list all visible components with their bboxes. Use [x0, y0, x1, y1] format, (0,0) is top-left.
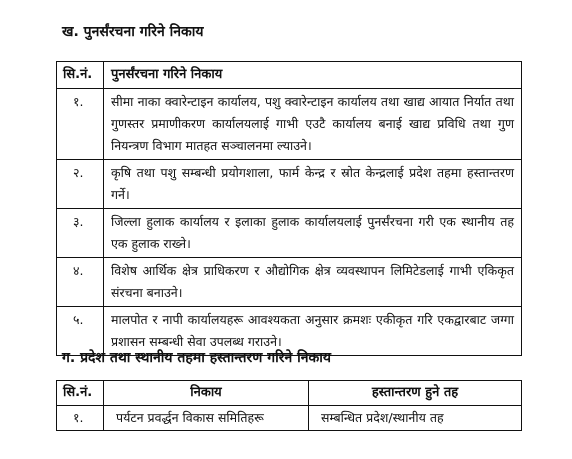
- table-row: [57, 89, 522, 160]
- table-row: [57, 258, 522, 307]
- serial-number-cell: १.: [57, 89, 104, 160]
- transfer-table: [56, 380, 522, 431]
- serial-number-cell: ५.: [57, 307, 104, 356]
- body-header: पुनर्संरचना गरिने निकाय: [104, 62, 522, 89]
- body-name-cell: पर्यटन प्रवर्द्धन विकास समितिहरू: [104, 406, 309, 431]
- table-header-row: [57, 62, 522, 89]
- description-cell: सीमा नाका क्वारेन्टाइन कार्यालय, पशु क्वारेन्टाइन कार्यालय तथा खाद्य आयात निर्यात तथा गुणस्तर प्रमाणीकरण कार्यालयलाई गाभी एउटै कार्यालय बनाई खाद्य प्रविधि तथा गुण नियन्त्रण विभाग मातहत सञ्चालनमा ल्याउने।: [104, 89, 522, 160]
- serial-number-cell: ४.: [57, 258, 104, 307]
- restructuring-table: [56, 61, 522, 356]
- transfer-level-header: हस्तान्तरण हुने तह: [309, 381, 522, 406]
- description-cell: मालपोत र नापी कार्यालयहरू आवश्यकता अनुसार क्रमशः एकीकृत गरि एकद्वारबाट जग्गा प्रशासन सम्बन्धी सेवा उपलब्ध गराउने।: [104, 307, 522, 356]
- serial-number-cell: १.: [57, 406, 104, 431]
- table-row: [57, 160, 522, 209]
- description-cell: जिल्ला हुलाक कार्यालय र इलाका हुलाक कार्यालयलाई पुनर्संरचना गरी एक स्थानीय तह एक हुलाक राख्ने।: [104, 209, 522, 258]
- serial-number-cell: ३.: [57, 209, 104, 258]
- serial-number-cell: २.: [57, 160, 104, 209]
- section-heading-kha: ख. पुनर्संरचना गरिने निकाय: [62, 24, 204, 40]
- serial-number-header: सि.नं.: [57, 62, 104, 89]
- section-heading-ga: ग. प्रदेश तथा स्थानीय तहमा हस्तान्तरण गरिने निकाय: [62, 350, 331, 366]
- table-row: [57, 209, 522, 258]
- transfer-level-cell: सम्बन्धित प्रदेश/स्थानीय तह: [309, 406, 522, 431]
- table-header-row: [57, 381, 522, 406]
- description-cell: कृषि तथा पशु सम्बन्धी प्रयोगशाला, फार्म केन्द्र र स्रोत केन्द्रलाई प्रदेश तहमा हस्तान्तरण गर्ने।: [104, 160, 522, 209]
- description-cell: विशेष आर्थिक क्षेत्र प्राधिकरण र औद्योगिक क्षेत्र व्यवस्थापन लिमिटेडलाई गाभी एकिकृत संरचना बनाउने।: [104, 258, 522, 307]
- table-row: [57, 406, 522, 431]
- body-header: निकाय: [104, 381, 309, 406]
- serial-number-header: सि.नं.: [57, 381, 104, 406]
